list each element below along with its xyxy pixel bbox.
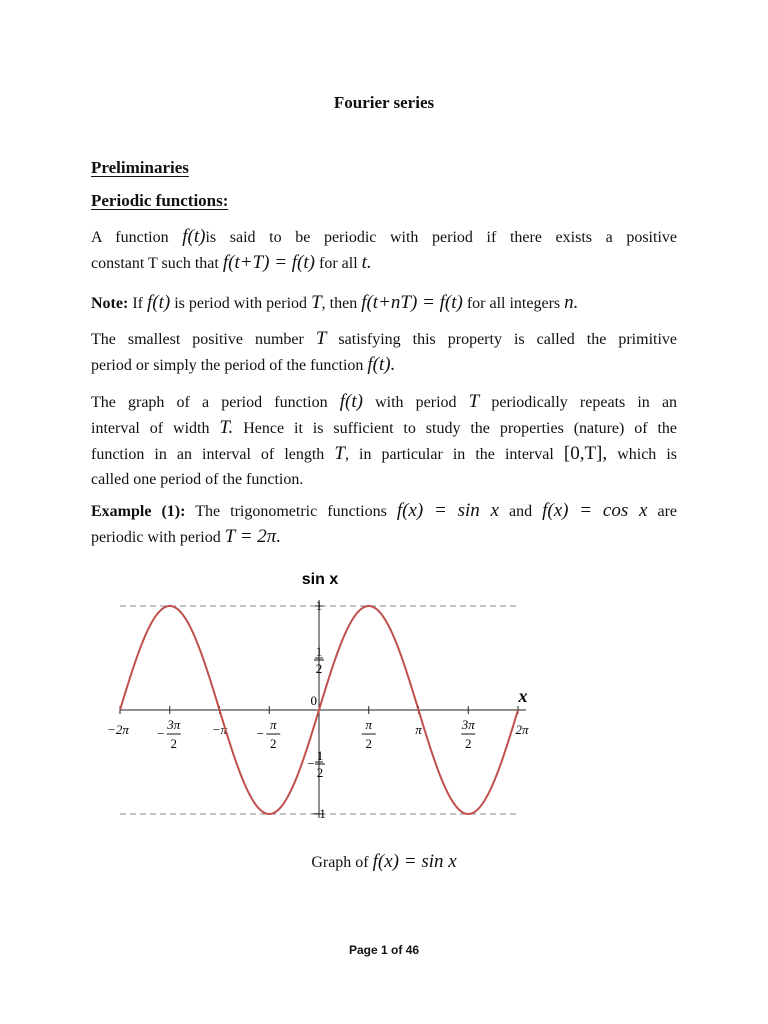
paragraph-definition: A function f(t)is said to be periodic with period if there exists a positive constant T such that f(t+T) = f(t) for all t.: [91, 226, 677, 273]
page-title: Fourier series: [333, 93, 435, 112]
page-total: 46: [405, 943, 420, 957]
math-f-t: f(t): [182, 226, 206, 247]
y-tick-label-4: −1: [312, 806, 326, 821]
x-tick-label-0: −2π: [107, 722, 129, 737]
chart-title: sin x: [301, 571, 339, 588]
note-label: Note:: [91, 295, 129, 312]
y-tick-label-den-3: 2: [316, 765, 324, 780]
x-tick-label-den-1: 2: [170, 736, 177, 751]
example-label: Example (1):: [91, 503, 186, 520]
x-axis-label: x: [518, 686, 528, 706]
x-tick-label-sign-1: −: [157, 726, 165, 741]
x-tick-label-2: −π: [211, 722, 228, 737]
sine-chart: [0, 562, 768, 842]
math-periodic-eq: f(t+T) = f(t): [222, 252, 315, 273]
paragraph-graph-period: The graph of a period function f(t) with period T periodically repeats in an interval of width T. Hence it is sufficient to study the properties (nature) of the function in an interval of length T, in particular in the interval [0,T], which is called one period of the function.: [91, 391, 678, 488]
x-tick-label-den-3: 2: [270, 736, 277, 751]
note-paragraph: Note: If f(t) is period with period T, then f(t+nT) = f(t) for all integers n.: [91, 292, 579, 313]
y-tick-label-num-1: 1: [315, 644, 323, 659]
section-heading: Preliminaries: [91, 158, 189, 177]
page-number: 1: [380, 943, 388, 957]
x-tick-label-sign-3: −: [256, 726, 264, 741]
y-tick-label-2: 0: [310, 693, 317, 708]
page-footer: Page 1 of 46: [348, 943, 420, 957]
figure-caption: Graph of f(x) = sin x: [311, 851, 457, 872]
paragraph-primitive-period: The smallest positive number T satisfying this property is called the primitive period or simply the period of the function f(t).: [91, 328, 678, 375]
y-tick-label-sign-3: −: [307, 756, 315, 771]
y-tick-label-num-3: 1: [316, 748, 324, 763]
x-tick-label-5: π: [415, 722, 422, 737]
x-tick-label-num-4: π: [365, 717, 373, 732]
y-tick-label-0: 1: [315, 598, 323, 613]
x-tick-label-num-6: 3π: [461, 717, 475, 732]
x-tick-label-num-1: 3π: [167, 717, 181, 732]
x-tick-label-den-6: 2: [465, 736, 472, 751]
x-tick-label-7: 2π: [515, 722, 529, 737]
subsection-heading: Periodic functions:: [91, 191, 229, 210]
x-tick-label-den-4: 2: [365, 736, 372, 751]
x-tick-label-num-3: π: [269, 717, 277, 732]
y-tick-label-den-1: 2: [315, 661, 323, 676]
example-paragraph: Example (1): The trigonometric functions f(x) = sin x and f(x) = cos x are periodic with period T = 2π.: [91, 500, 677, 547]
